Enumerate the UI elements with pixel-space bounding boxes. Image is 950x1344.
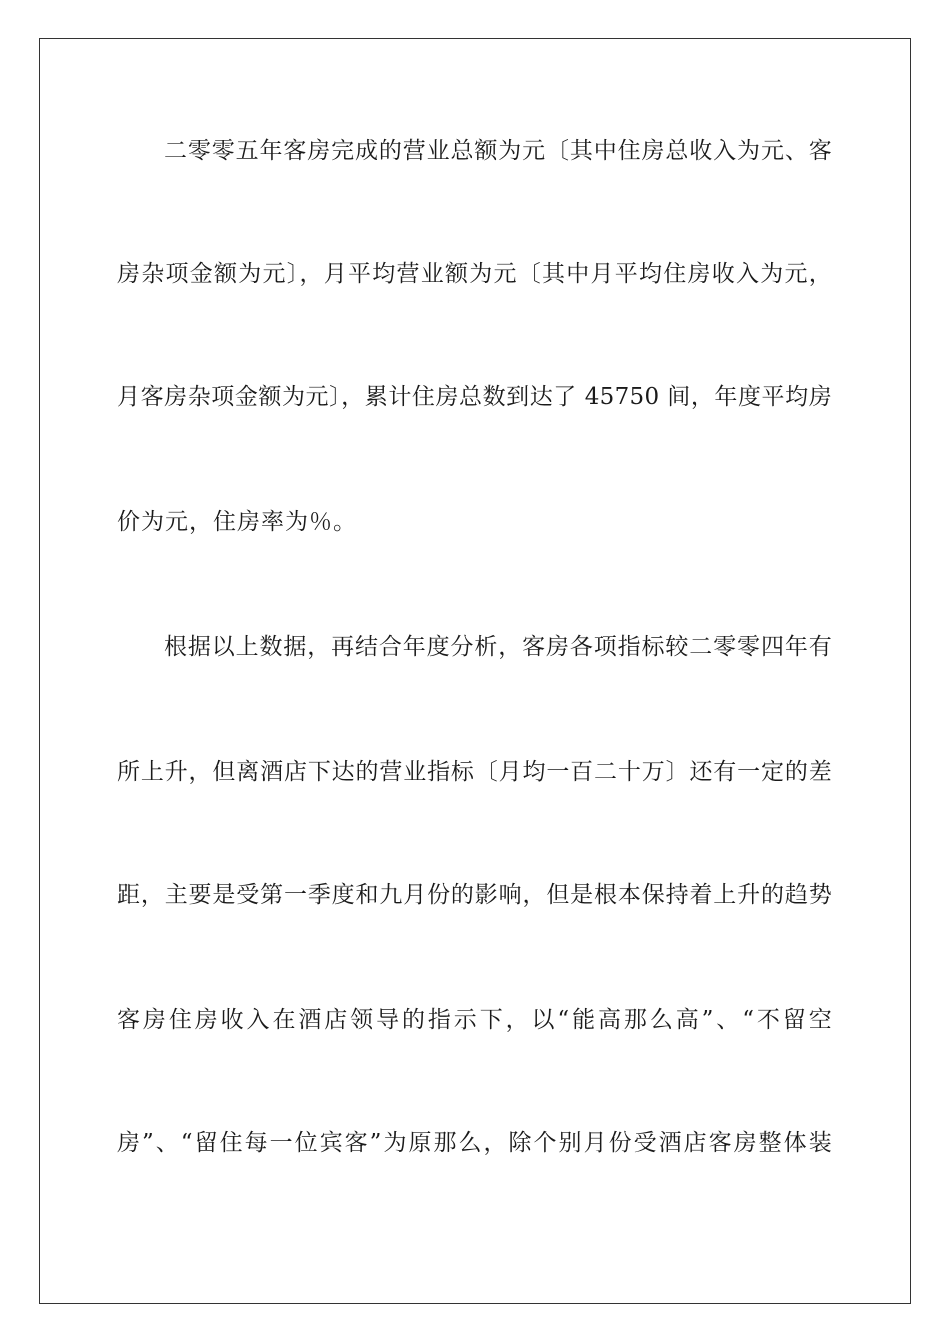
paragraph-1-line-2: 房杂项金额为元〕，月平均营业额为元〔其中月平均住房收入为元， — [117, 261, 832, 287]
paragraph-2-line-5: 房”、“留住每一位宾客”为原那么，除个别月份受酒店客房整体装 — [117, 1130, 832, 1156]
paragraph-1-line-4: 价为元，住房率为％。 — [117, 509, 357, 535]
paragraph-2-line-4: 客房住房收入在酒店领导的指示下，以“能高那么高”、“不留空 — [117, 1007, 832, 1033]
paragraph-2-line-1: 根据以上数据，再结合年度分析，客房各项指标较二零零四年有 — [164, 634, 832, 660]
paragraph-2-line-2: 所上升，但离酒店下达的营业指标〔月均一百二十万〕还有一定的差 — [117, 759, 832, 785]
paragraph-1-line-3: 月客房杂项金额为元〕，累计住房总数到达了 45750 间，年度平均房 — [117, 384, 832, 410]
paragraph-1-line-1: 二零零五年客房完成的营业总额为元〔其中住房总收入为元、客 — [164, 138, 832, 164]
paragraph-2-line-3: 距，主要是受第一季度和九月份的影响，但是根本保持着上升的趋势 — [117, 882, 832, 908]
page-border — [39, 38, 911, 1304]
